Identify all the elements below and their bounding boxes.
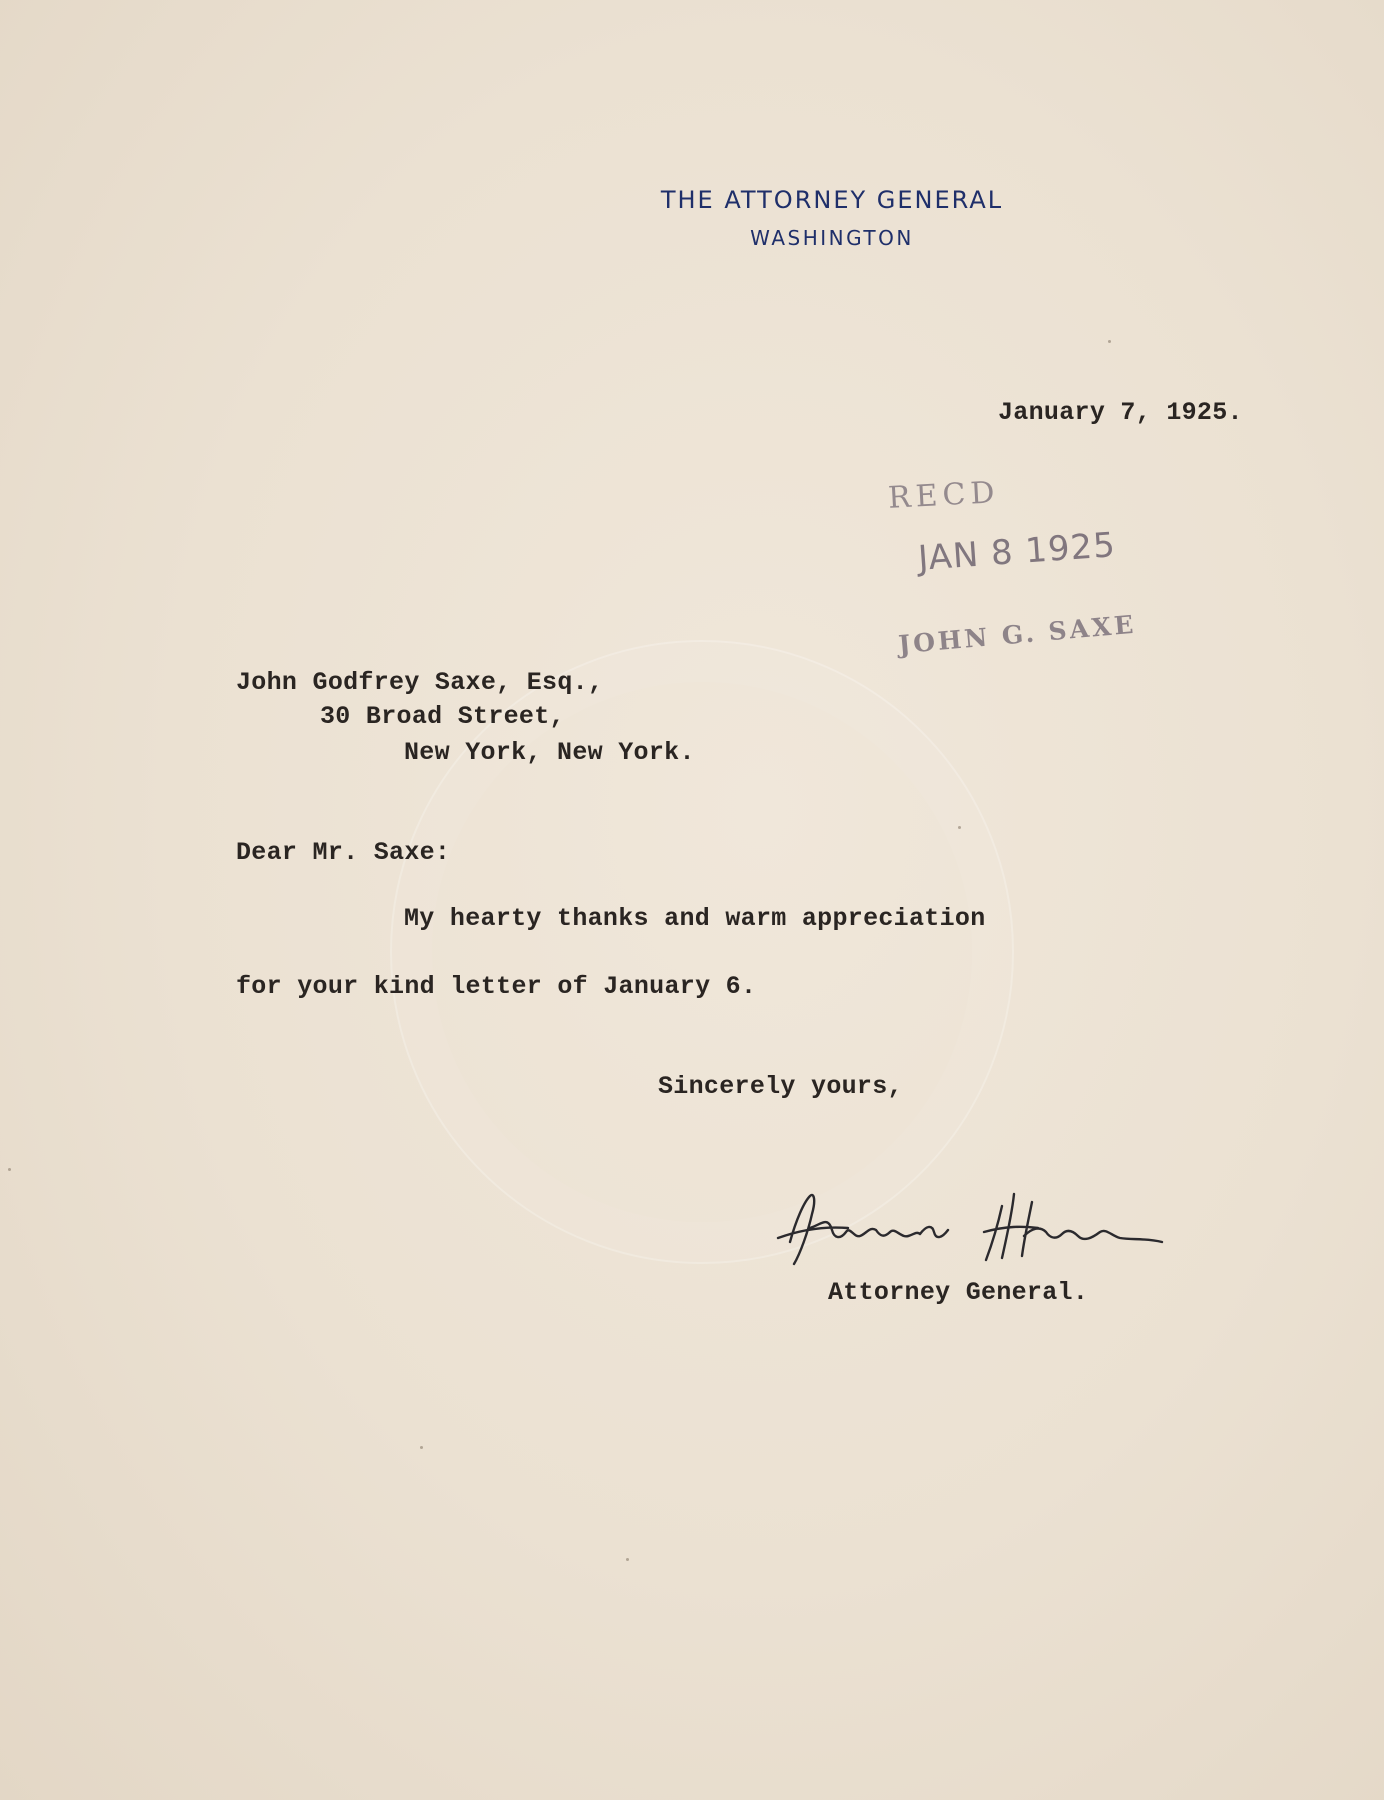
received-stamp-label: RECD [887, 475, 1001, 516]
paper-speck [1108, 340, 1111, 343]
body-line-1: My hearty thanks and warm appreciation [404, 904, 986, 933]
paper-speck [626, 1558, 629, 1561]
letterhead-title: THE ATTORNEY GENERAL [660, 186, 1004, 214]
received-stamp-name: JOHN G. SAXE [897, 609, 1138, 660]
paper-speck [420, 1446, 423, 1449]
closing: Sincerely yours, [658, 1072, 903, 1101]
recipient-street: 30 Broad Street, [320, 702, 565, 731]
letter-date: January 7, 1925. [998, 398, 1243, 427]
received-stamp-date: JAN 8 1925 [916, 525, 1118, 579]
body-line-2: for your kind letter of January 6. [236, 972, 757, 1001]
signer-title: Attorney General. [828, 1278, 1089, 1307]
paper-speck [8, 1168, 11, 1171]
letterhead-city: WASHINGTON [750, 226, 914, 250]
recipient-city: New York, New York. [404, 738, 695, 767]
salutation: Dear Mr. Saxe: [236, 838, 451, 867]
embossed-seal [390, 640, 1014, 1264]
recipient-name: John Godfrey Saxe, Esq., [236, 668, 604, 697]
paper-speck [958, 826, 961, 829]
handwritten-signature [770, 1180, 1210, 1270]
